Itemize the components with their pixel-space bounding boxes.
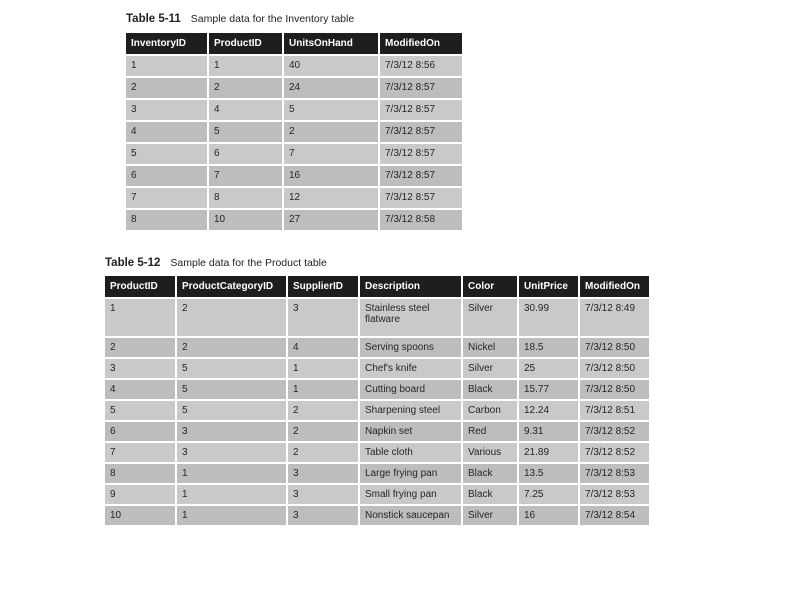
table-cell: 7/3/12 8:56 <box>380 54 462 76</box>
table-row <box>105 297 649 336</box>
table-cell: 2 <box>288 441 360 462</box>
table-row <box>126 186 462 208</box>
table-cell: 7/3/12 8:50 <box>580 378 649 399</box>
table-row <box>105 399 649 420</box>
table-cell: Black <box>463 462 519 483</box>
table-row <box>105 378 649 399</box>
table-cell: 18.5 <box>519 336 580 357</box>
table-cell: 4 <box>209 98 284 120</box>
table-cell: 7 <box>209 164 284 186</box>
table-cell: 8 <box>105 462 177 483</box>
table-cell: 4 <box>126 120 209 142</box>
inventory-header-inventoryid: InventoryID <box>126 33 209 54</box>
table-cell: 3 <box>288 297 360 336</box>
table-cell: 6 <box>209 142 284 164</box>
table-cell: 7/3/12 8:50 <box>580 336 649 357</box>
table-cell: 7/3/12 8:49 <box>580 297 649 336</box>
table-cell: 2 <box>284 120 380 142</box>
table-row <box>126 208 462 230</box>
table-cell: 15.77 <box>519 378 580 399</box>
table-cell: 25 <box>519 357 580 378</box>
table-cell: 7 <box>284 142 380 164</box>
table-cell: 8 <box>209 186 284 208</box>
table-row <box>126 164 462 186</box>
table-cell: Serving spoons <box>360 336 463 357</box>
table-cell: 6 <box>105 420 177 441</box>
product-header-color: Color <box>463 276 519 297</box>
table-cell: 4 <box>105 378 177 399</box>
product-header-supplierid: SupplierID <box>288 276 360 297</box>
table-cell: Sharpening steel <box>360 399 463 420</box>
table-cell: 13.5 <box>519 462 580 483</box>
table-cell: 1 <box>177 483 288 504</box>
table-cell: 30.99 <box>519 297 580 336</box>
table-cell: 7/3/12 8:50 <box>580 357 649 378</box>
table-cell: 2 <box>288 399 360 420</box>
inventory-table-caption <box>126 13 354 25</box>
table-cell: 3 <box>288 504 360 525</box>
table-cell: 7/3/12 8:52 <box>580 420 649 441</box>
table-cell: 1 <box>177 504 288 525</box>
table-cell: 16 <box>284 164 380 186</box>
product-header-modifiedon: ModifiedOn <box>580 276 649 297</box>
table-cell: 7 <box>126 186 209 208</box>
table-cell: Table cloth <box>360 441 463 462</box>
inventory-header-modifiedon: ModifiedOn <box>380 33 462 54</box>
table-row <box>105 483 649 504</box>
inventory-header-productid: ProductID <box>209 33 284 54</box>
table-cell: 1 <box>288 357 360 378</box>
table-cell: 3 <box>177 420 288 441</box>
table-cell: 3 <box>288 483 360 504</box>
table-cell: 5 <box>126 142 209 164</box>
table-cell: 16 <box>519 504 580 525</box>
table-row <box>105 357 649 378</box>
inventory-header-row <box>126 33 462 54</box>
table-cell: 10 <box>209 208 284 230</box>
table-cell: 21.89 <box>519 441 580 462</box>
table-cell: 2 <box>177 297 288 336</box>
table-cell: 27 <box>284 208 380 230</box>
product-table-title: Sample data for the Product table <box>170 257 327 269</box>
table-cell: 2 <box>126 76 209 98</box>
table-cell: Large frying pan <box>360 462 463 483</box>
table-cell: 12 <box>284 186 380 208</box>
table-cell: Black <box>463 483 519 504</box>
inventory-table-number: Table 5-11 <box>126 13 181 25</box>
product-header-productcategoryid: ProductCategoryID <box>177 276 288 297</box>
table-cell: 7/3/12 8:52 <box>580 441 649 462</box>
table-cell: 7.25 <box>519 483 580 504</box>
product-header-description: Description <box>360 276 463 297</box>
table-cell: 7 <box>105 441 177 462</box>
table-row <box>126 142 462 164</box>
table-cell: 2 <box>177 336 288 357</box>
table-cell: 1 <box>288 378 360 399</box>
table-cell: 8 <box>126 208 209 230</box>
table-cell: Stainless steel flatware <box>360 297 463 336</box>
table-cell: 5 <box>177 378 288 399</box>
table-cell: 5 <box>177 399 288 420</box>
table-cell: Red <box>463 420 519 441</box>
table-cell: 5 <box>209 120 284 142</box>
table-cell: 7/3/12 8:57 <box>380 186 462 208</box>
table-cell: Silver <box>463 297 519 336</box>
table-cell: 7/3/12 8:57 <box>380 164 462 186</box>
table-cell: Carbon <box>463 399 519 420</box>
table-row <box>126 76 462 98</box>
product-header-row <box>105 276 649 297</box>
table-cell: Silver <box>463 504 519 525</box>
table-cell: 1 <box>126 54 209 76</box>
table-cell: 5 <box>177 357 288 378</box>
table-cell: 7/3/12 8:58 <box>380 208 462 230</box>
table-cell: 40 <box>284 54 380 76</box>
table-cell: 7/3/12 8:53 <box>580 462 649 483</box>
table-cell: 2 <box>105 336 177 357</box>
inventory-header-unitsonhand: UnitsOnHand <box>284 33 380 54</box>
table-cell: 5 <box>105 399 177 420</box>
table-cell: 3 <box>105 357 177 378</box>
table-cell: 1 <box>177 462 288 483</box>
product-table <box>105 276 649 525</box>
table-cell: 5 <box>284 98 380 120</box>
product-table-caption <box>105 257 327 269</box>
table-row <box>105 504 649 525</box>
table-row <box>126 120 462 142</box>
table-row <box>126 54 462 76</box>
table-cell: 4 <box>288 336 360 357</box>
table-cell: Small frying pan <box>360 483 463 504</box>
table-cell: Chef's knife <box>360 357 463 378</box>
table-cell: 6 <box>126 164 209 186</box>
table-cell: 3 <box>177 441 288 462</box>
table-row <box>105 420 649 441</box>
table-cell: 9 <box>105 483 177 504</box>
table-cell: 7/3/12 8:57 <box>380 98 462 120</box>
table-cell: Nickel <box>463 336 519 357</box>
table-cell: Nonstick saucepan <box>360 504 463 525</box>
table-cell: 2 <box>288 420 360 441</box>
table-cell: Cutting board <box>360 378 463 399</box>
table-cell: 3 <box>126 98 209 120</box>
table-cell: Napkin set <box>360 420 463 441</box>
table-row <box>105 336 649 357</box>
table-cell: 7/3/12 8:57 <box>380 120 462 142</box>
table-row <box>105 462 649 483</box>
table-cell: Black <box>463 378 519 399</box>
table-cell: 10 <box>105 504 177 525</box>
product-header-unitprice: UnitPrice <box>519 276 580 297</box>
inventory-table-title: Sample data for the Inventory table <box>190 13 355 25</box>
table-cell: 12.24 <box>519 399 580 420</box>
table-cell: 24 <box>284 76 380 98</box>
table-cell: 7/3/12 8:57 <box>380 142 462 164</box>
table-cell: Various <box>463 441 519 462</box>
table-cell: 1 <box>209 54 284 76</box>
table-cell: 1 <box>105 297 177 336</box>
table-cell: Silver <box>463 357 519 378</box>
product-table-number: Table 5-12 <box>105 257 161 269</box>
table-cell: 3 <box>288 462 360 483</box>
table-row <box>105 441 649 462</box>
table-cell: 7/3/12 8:54 <box>580 504 649 525</box>
inventory-table <box>126 33 462 230</box>
table-cell: 7/3/12 8:51 <box>580 399 649 420</box>
table-cell: 2 <box>209 76 284 98</box>
table-row <box>126 98 462 120</box>
product-header-productid: ProductID <box>105 276 177 297</box>
table-cell: 7/3/12 8:57 <box>380 76 462 98</box>
table-cell: 9.31 <box>519 420 580 441</box>
table-cell: 7/3/12 8:53 <box>580 483 649 504</box>
